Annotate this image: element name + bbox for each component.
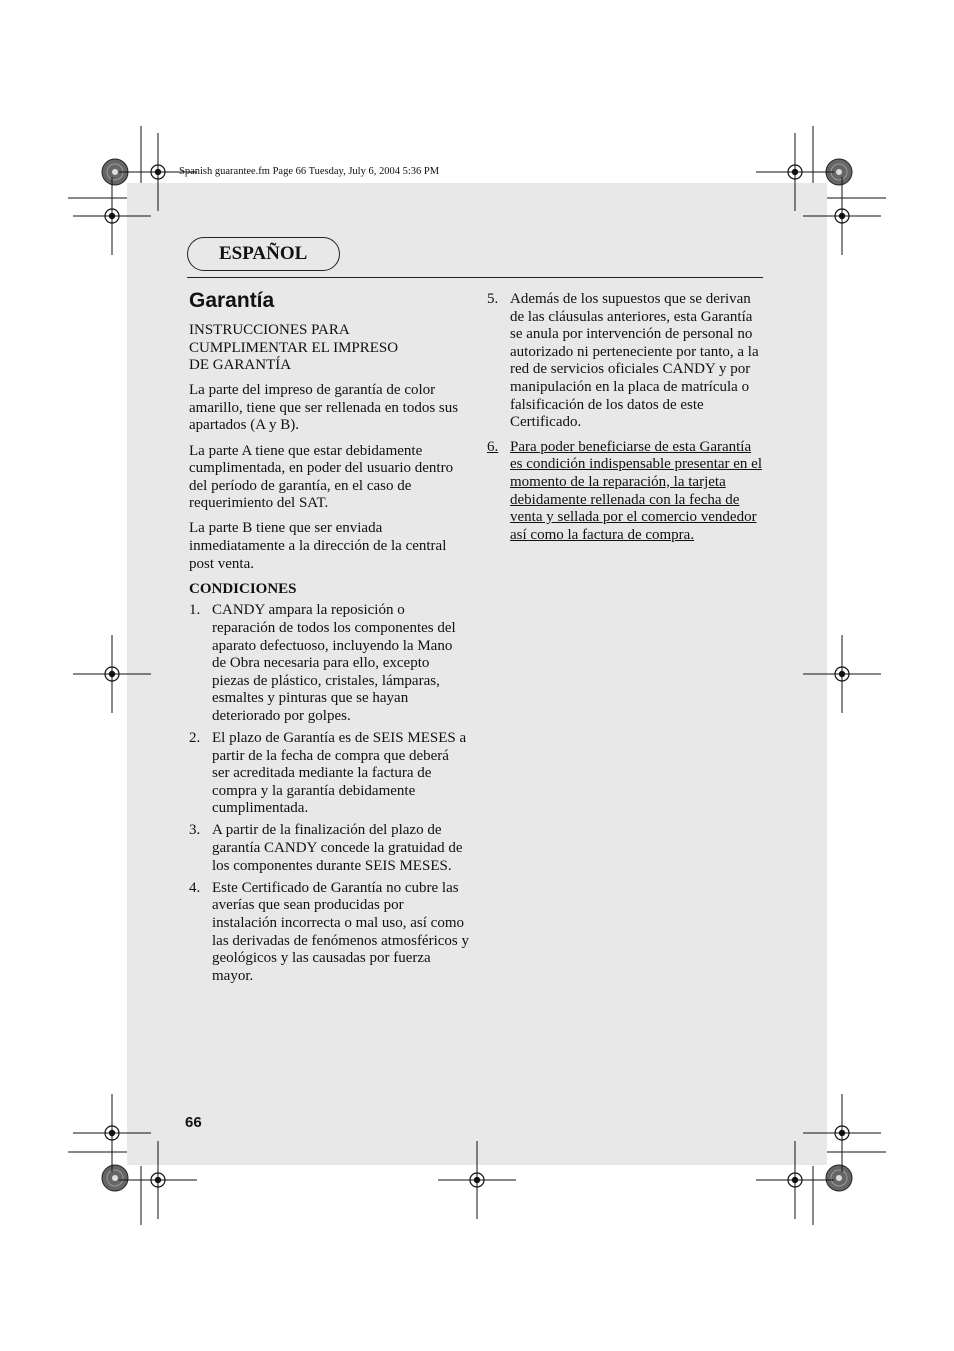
condition-number: 2.	[189, 729, 201, 746]
print-header-info: Spanish guarantee.fm Page 66 Tuesday, July 6, 2004 5:36 PM	[179, 166, 440, 177]
right-column	[487, 291, 767, 549]
condition-text: Además de los supuestos que se derivan de las cláusulas anteriores, esta Garantía se anula por intervención de personal no autorizado ni perteneciente por tanto, a la red de servicios oficiales CANDY y por manipulación en la placa de matrícula o falsificación de los datos de este Certificado.	[510, 291, 759, 431]
conditions-heading: CONDICIONES	[189, 580, 297, 597]
paragraph-part-b: La parte B tiene que ser enviada inmediatamente a la dirección de la central post venta.	[189, 520, 447, 572]
condition-text: El plazo de Garantía es de SEIS MESES a partir de la fecha de compra que deberá ser acreditada mediante la factura de compra y la garantía debidamente cumplimentada.	[212, 729, 467, 817]
language-tab: ESPAÑOL	[187, 237, 340, 271]
page-title: Garantía	[189, 289, 275, 312]
condition-item-underlined	[487, 439, 767, 545]
instructions-heading-line: INSTRUCCIONES PARA	[189, 322, 350, 338]
page-number: 66	[185, 1114, 202, 1131]
condition-item	[189, 602, 469, 725]
condition-text: Este Certificado de Garantía no cubre las averías que sean producidas por instalación incorrecta o mal uso, así como las derivadas de fenómenos atmosféricos y geológicos y las causadas por fuerza mayor.	[212, 879, 469, 984]
instructions-heading-line: CUMPLIMENTAR EL IMPRESO	[189, 339, 399, 356]
condition-number: 3.	[189, 822, 201, 839]
instructions-heading	[189, 322, 469, 375]
condition-number: 6.	[487, 438, 499, 455]
condition-number: 4.	[189, 879, 201, 896]
condition-item	[189, 730, 469, 818]
condition-number: 5.	[487, 291, 499, 307]
condition-item	[189, 822, 469, 875]
condition-item	[189, 880, 469, 986]
paragraph-part-color: La parte del impreso de garantía de color amarillo, tiene que ser rellenada en todos sus apartados (A y B).	[189, 382, 459, 434]
condition-text: A partir de la finalización del plazo de garantía CANDY concede la gratuidad de los componentes durante SEIS MESES.	[212, 822, 463, 874]
condition-number: 1.	[189, 602, 201, 619]
instructions-heading-line: DE GARANTÍA	[189, 357, 292, 374]
condition-text: Para poder beneficiarse de esta Garantía es condición indispensable presentar en el momento de la reparación, la tarjeta debidamente rellenada con la fecha de venta y sellada por el comercio vendedor así como la factura de compra.	[510, 438, 762, 543]
condition-item	[487, 291, 767, 432]
condition-text: CANDY ampara la reposición o reparación de todos los componentes del aparato defectuoso, incluyendo la Mano de Obra necesaria para ello, excepto piezas de plástico, cristales, lámparas, esmaltes y pinturas que se hayan deteriorado por golpes.	[212, 602, 456, 724]
left-column	[189, 322, 469, 990]
paragraph-part-a: La parte A tiene que estar debidamente cumplimentada, en poder del usuario dentro del período de garantía, en el caso de requerimiento del SAT.	[189, 442, 454, 512]
header-rule	[187, 277, 763, 278]
